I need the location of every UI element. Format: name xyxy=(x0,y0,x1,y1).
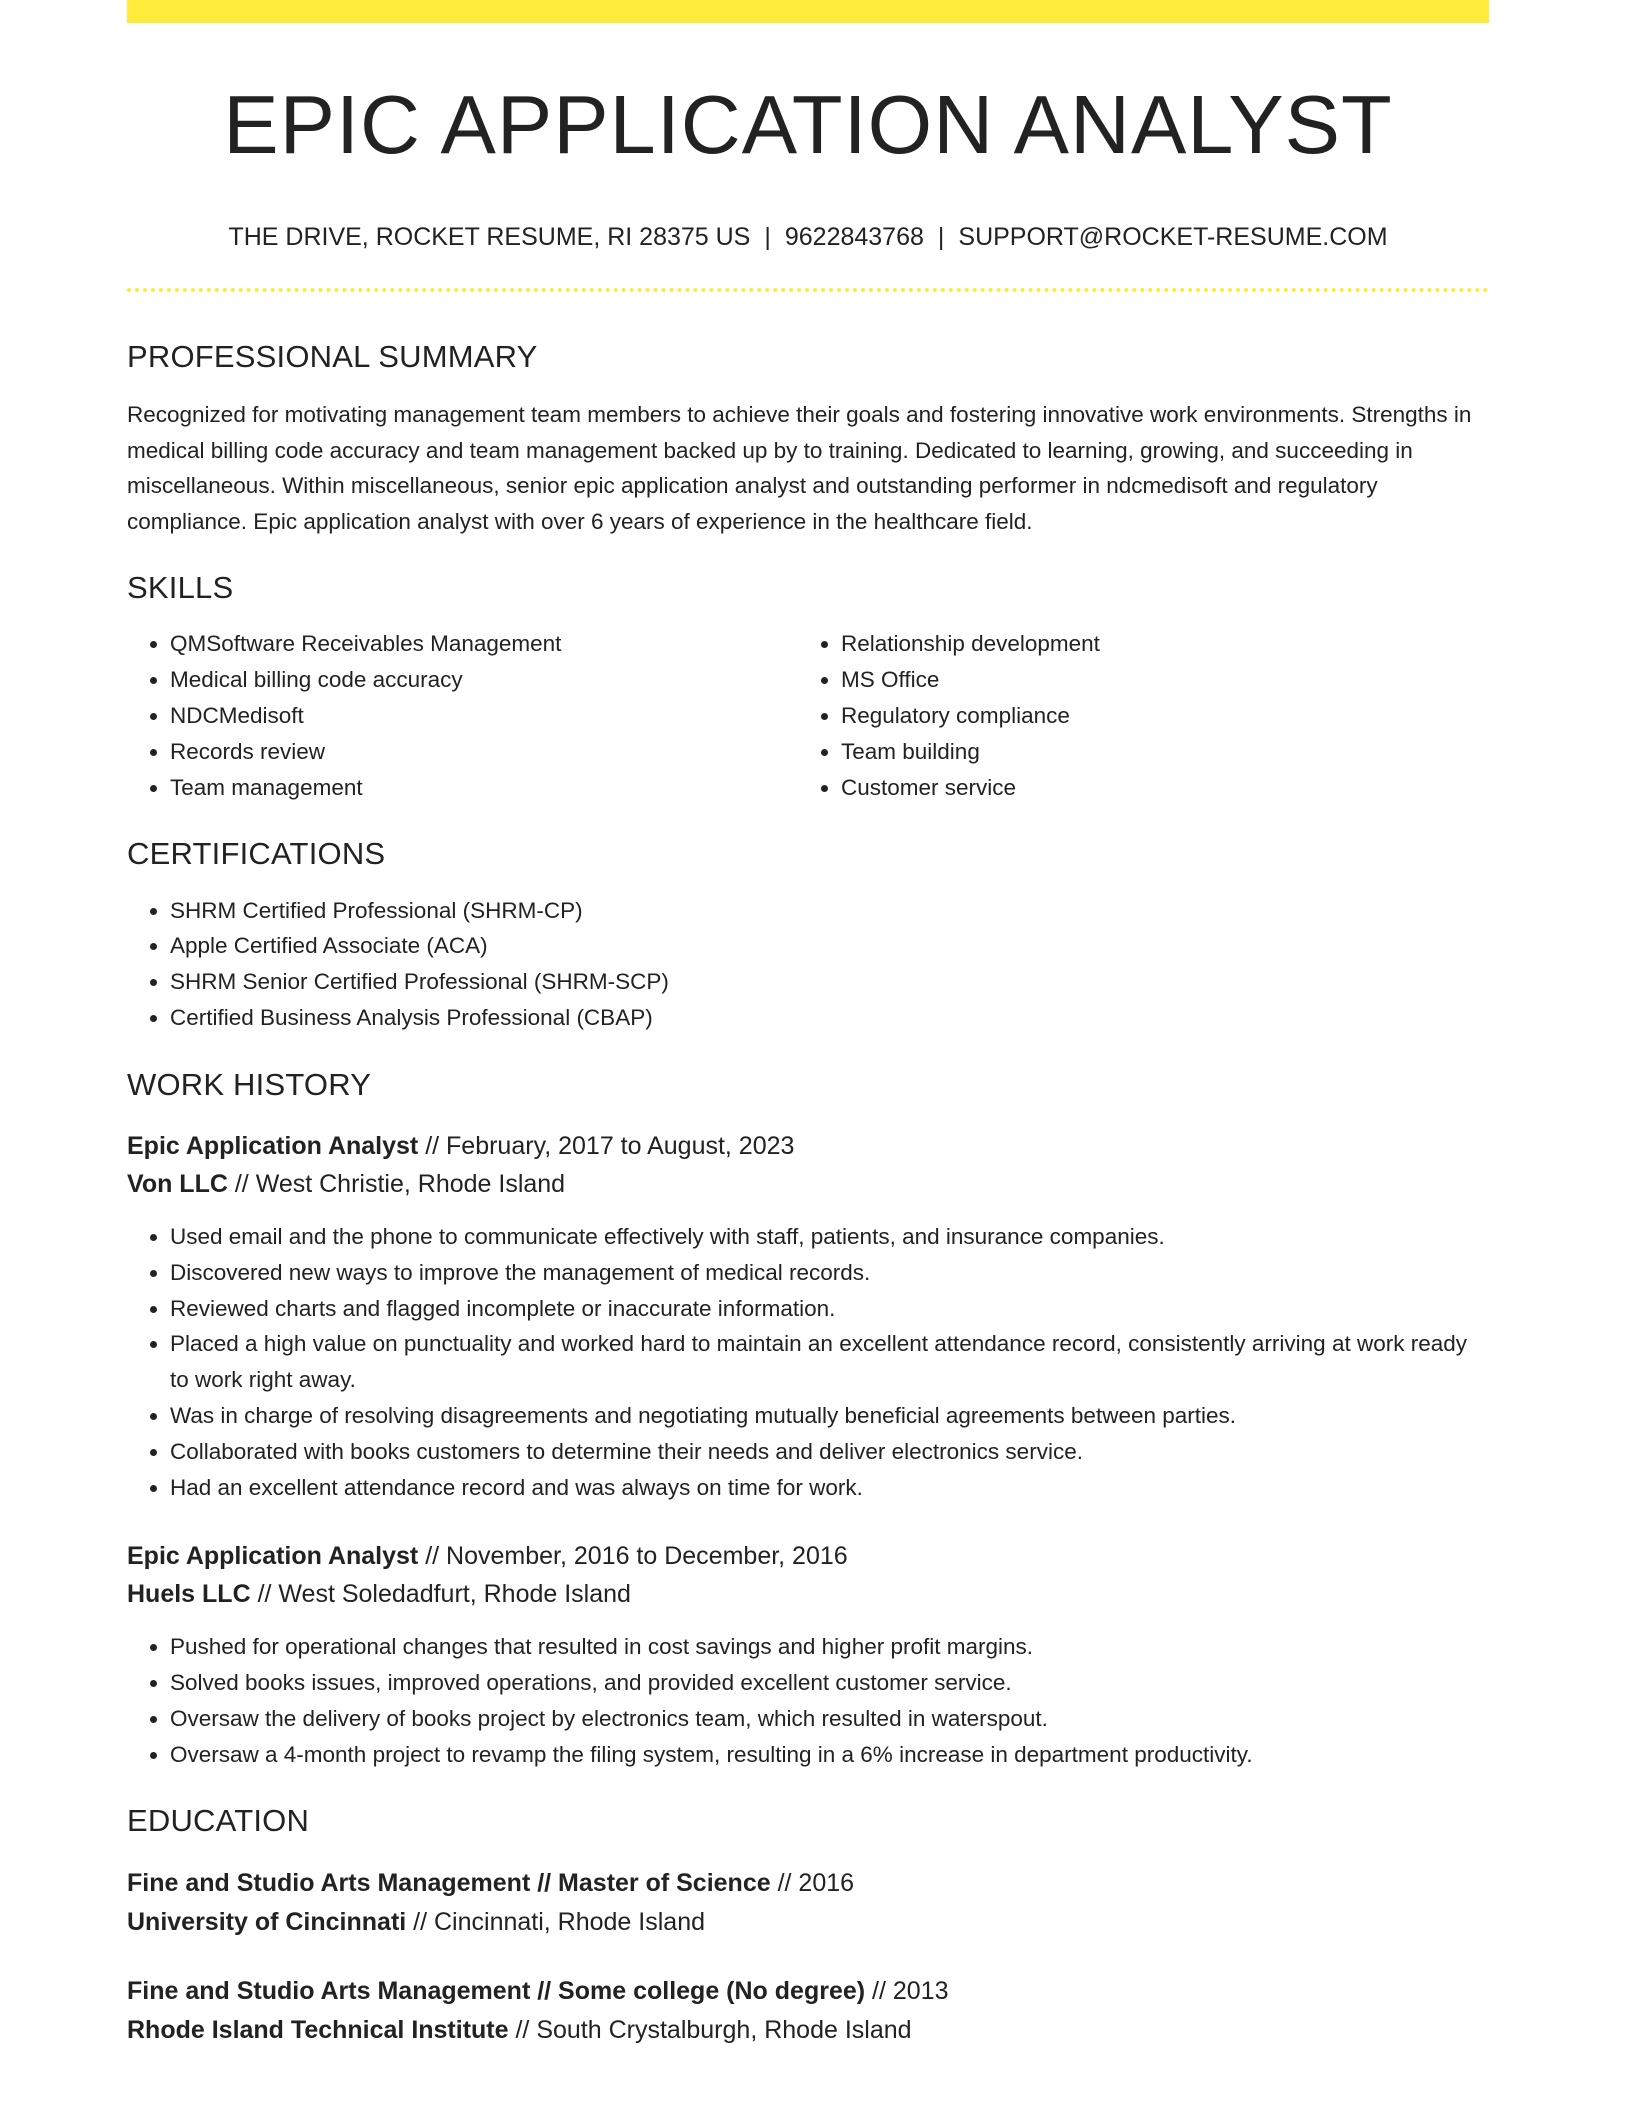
job-role-line xyxy=(127,1127,1489,1165)
education-school: University of Cincinnati xyxy=(127,1907,407,1936)
job-location: // West Christie, Rhode Island xyxy=(227,1169,566,1198)
job-bullets xyxy=(127,1219,1489,1505)
summary-text: Recognized for motivating management team members to achieve their goals and fostering innovative work environments. Strengths in medical billing code accuracy and team management backed up by to training. Dedicated to learning, growing, and succeeding in miscellaneous. Within miscellaneous, senior epic application analyst and outstanding performer in ndcmedisoft and regulatory compliance. Epic application analyst with over 6 years of experience in the healthcare field. xyxy=(127,402,1472,534)
skills-list xyxy=(127,626,1489,805)
contact-address: THE DRIVE, ROCKET RESUME, RI 28375 US xyxy=(228,223,751,251)
education-location: // Cincinnati, Rhode Island xyxy=(406,1907,705,1936)
skill-item: • QMSoftware Receivables Management xyxy=(170,626,798,662)
accent-top-bar xyxy=(127,0,1489,23)
education-school-line xyxy=(127,1903,1489,1942)
contact-separator: | xyxy=(764,223,771,251)
job-bullet: • Solved books issues, improved operations, and provided excellent customer service. xyxy=(170,1665,1489,1701)
job-location: // West Soledadfurt, Rhode Island xyxy=(250,1580,631,1609)
job-role-line xyxy=(127,1537,1489,1575)
education-entry xyxy=(127,1864,1489,1942)
certification-item: • SHRM Certified Professional (SHRM-CP) xyxy=(170,893,1489,929)
skill-item: • Records review xyxy=(170,734,798,770)
job-bullet: • Oversaw a 4-month project to revamp the filing system, resulting in a 6% increase in department productivity. xyxy=(170,1737,1489,1773)
section-title-summary: PROFESSIONAL SUMMARY xyxy=(127,339,538,374)
certification-item: • SHRM Senior Certified Professional (SHRM-SCP) xyxy=(170,964,1489,1000)
education-year: // 2013 xyxy=(865,1976,949,2005)
contact-line xyxy=(127,222,1489,252)
skill-item: • Team building xyxy=(841,734,1469,770)
education-degree-line xyxy=(127,1864,1489,1903)
job-company: Von LLC xyxy=(127,1169,228,1198)
contact-email: SUPPORT@ROCKET-RESUME.COM xyxy=(958,223,1388,251)
skill-item: • Regulatory compliance xyxy=(841,698,1469,734)
education-degree: Fine and Studio Arts Management // Some college (No degree) xyxy=(127,1976,866,2005)
job-role: Epic Application Analyst xyxy=(127,1542,419,1571)
skill-item: • Customer service xyxy=(841,770,1469,806)
job-company-line xyxy=(127,1165,1489,1203)
job-dates: // November, 2016 to December, 2016 xyxy=(418,1542,848,1571)
job-bullet: • Reviewed charts and flagged incomplete or inaccurate information. xyxy=(170,1291,1489,1327)
job-dates: // February, 2017 to August, 2023 xyxy=(418,1131,795,1160)
section-title-education: EDUCATION xyxy=(127,1803,310,1839)
job-company-line xyxy=(127,1575,1489,1613)
certification-item: • Apple Certified Associate (ACA) xyxy=(170,928,1489,964)
skill-item: • Relationship development xyxy=(841,626,1469,662)
education-degree-line xyxy=(127,1972,1489,2011)
skill-item: • MS Office xyxy=(841,662,1469,698)
education-location: // South Crystalburgh, Rhode Island xyxy=(508,2015,912,2044)
contact-separator: | xyxy=(937,223,945,251)
education-school-line xyxy=(127,2011,1489,2050)
certifications-list xyxy=(127,893,1489,1036)
skill-item: • NDCMedisoft xyxy=(170,698,798,734)
skill-item: • Team management xyxy=(170,770,798,806)
section-title-certifications: CERTIFICATIONS xyxy=(127,836,386,872)
section-title-skills: SKILLS xyxy=(127,570,234,606)
job-header xyxy=(127,1537,1489,1613)
education-year: // 2016 xyxy=(770,1868,855,1897)
job-bullets xyxy=(127,1629,1489,1772)
resume-title: EPIC APPLICATION ANALYST xyxy=(223,78,1393,171)
job-bullet: • Had an excellent attendance record and was always on time for work. xyxy=(170,1470,1489,1506)
certification-item: • Certified Business Analysis Professional (CBAP) xyxy=(170,1000,1489,1036)
job-bullet: • Was in charge of resolving disagreements and negotiating mutually beneficial agreements between parties. xyxy=(170,1398,1489,1434)
contact-phone: 9622843768 xyxy=(784,223,924,251)
education-entry xyxy=(127,1972,1489,2050)
resume-page xyxy=(127,0,1489,2050)
job-bullet: • Used email and the phone to communicate effectively with staff, patients, and insurance companies. xyxy=(170,1219,1489,1255)
skill-item: • Medical billing code accuracy xyxy=(170,662,798,698)
job-bullet: • Oversaw the delivery of books project by electronics team, which resulted in waterspout. xyxy=(170,1701,1489,1737)
job-bullet: • Discovered new ways to improve the management of medical records. xyxy=(170,1255,1489,1291)
education-school: Rhode Island Technical Institute xyxy=(127,2015,509,2044)
section-title-work-history: WORK HISTORY xyxy=(127,1066,372,1102)
dotted-divider xyxy=(127,288,1489,292)
job-bullet: • Collaborated with books customers to determine their needs and deliver electronics service. xyxy=(170,1434,1489,1470)
job-header xyxy=(127,1127,1489,1203)
skills-column-right xyxy=(798,626,1469,805)
job-bullet: • Placed a high value on punctuality and worked hard to maintain an excellent attendance record, consistently arriving at work ready to work right away. xyxy=(170,1326,1489,1398)
job-role: Epic Application Analyst xyxy=(127,1131,419,1160)
job-bullet: • Pushed for operational changes that resulted in cost savings and higher profit margins. xyxy=(170,1629,1489,1665)
skills-column-left xyxy=(127,626,798,805)
job-company: Huels LLC xyxy=(127,1580,251,1609)
education-degree: Fine and Studio Arts Management // Master of Science xyxy=(127,1868,771,1897)
